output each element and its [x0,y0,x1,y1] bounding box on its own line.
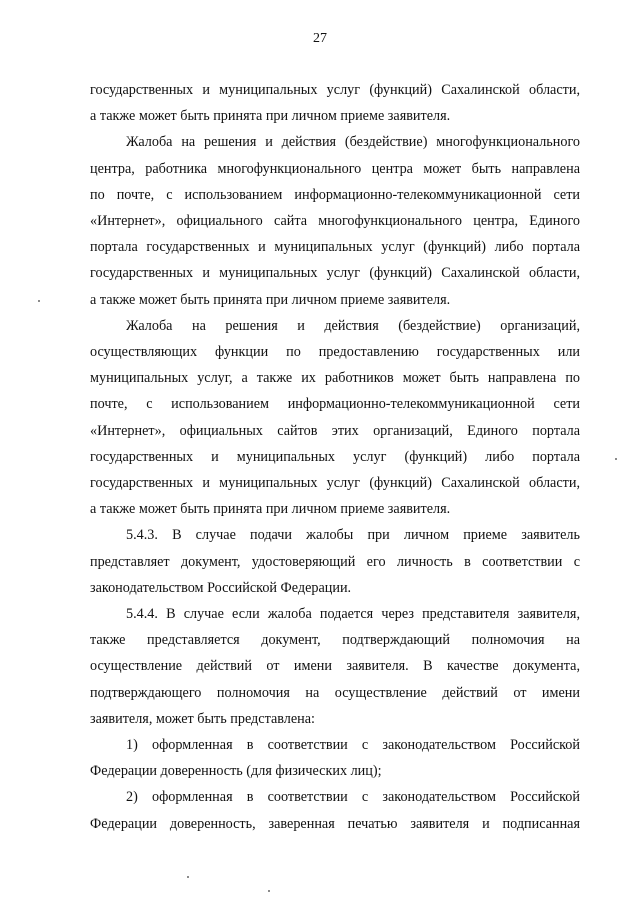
text-line: по почте, с использованием информационно-телекоммуникационной сети [90,186,580,203]
text-line: центра, работника многофункционального центра может быть направлена [90,160,580,177]
paragraph [90,732,580,784]
paragraph [90,522,580,601]
text-line: портала государственных и муниципальных услуг (функций) либо портала [90,239,580,256]
paragraph [90,313,580,523]
text-line: а также может быть принята при личном приеме заявителя. [90,108,451,125]
text-line: представляет документ, удостоверяющий его личность в соответствии с [90,553,580,570]
text-line: а также может быть принята при личном приеме заявителя. [90,291,451,308]
text-line: государственных и муниципальных услуг (функций) Сахалинской области, [90,82,580,98]
text-line: «Интернет», официального сайта многофункционального центра, Единого [90,213,580,230]
paragraph [90,784,580,836]
text-line: 1) оформленная в соответствии с законодательством Российской [126,737,580,754]
paragraph [90,129,580,312]
scan-speck [268,890,270,892]
text-line: заявителя, может быть представлена: [90,710,315,727]
text-line: 5.4.4. В случае если жалоба подается через представителя заявителя, [126,606,580,623]
text-line: государственных и муниципальных услуг (функций) Сахалинской области, [90,265,580,282]
text-line: осуществляющих функции по предоставлению государственных или [90,344,580,361]
text-line: а также может быть принята при личном приеме заявителя. [90,501,451,518]
text-line: Жалоба на решения и действия (бездействие) многофункционального [126,134,580,151]
scan-speck [187,876,189,878]
text-line: государственных и муниципальных услуг (функций) Сахалинской области, [90,475,580,492]
text-line: Жалоба на решения и действия (бездействие) организаций, [126,317,580,334]
text-line: почте, с использованием информационно-телекоммуникационной сети [90,396,580,413]
text-line: 5.4.3. В случае подачи жалобы при личном приеме заявитель [126,527,580,544]
text-line: Федерации доверенность (для физических лиц); [90,763,382,780]
text-line: также представляется документ, подтверждающий полномочия на [90,632,580,649]
text-line: законодательством Российской Федерации. [90,579,352,596]
text-line: государственных и муниципальных услуг (функций) либо портала [90,448,580,465]
text-line: осуществление действий от имени заявителя. В качестве документа, [90,658,580,675]
text-line: 2) оформленная в соответствии с законодательством Российской [126,789,580,806]
text-line: подтверждающего полномочия на осуществление действий от имени [90,684,580,701]
scan-speck [38,300,40,302]
document-body [90,77,580,837]
paragraph [90,601,580,732]
paragraph [90,77,580,129]
text-line: «Интернет», официальных сайтов этих организаций, Единого портала [90,422,580,439]
text-line: муниципальных услуг, а также их работников может быть направлена по [90,370,580,387]
scan-speck [615,458,617,460]
text-line: Федерации доверенность, заверенная печатью заявителя и подписанная [90,815,580,832]
page-number: 27 [313,31,327,46]
